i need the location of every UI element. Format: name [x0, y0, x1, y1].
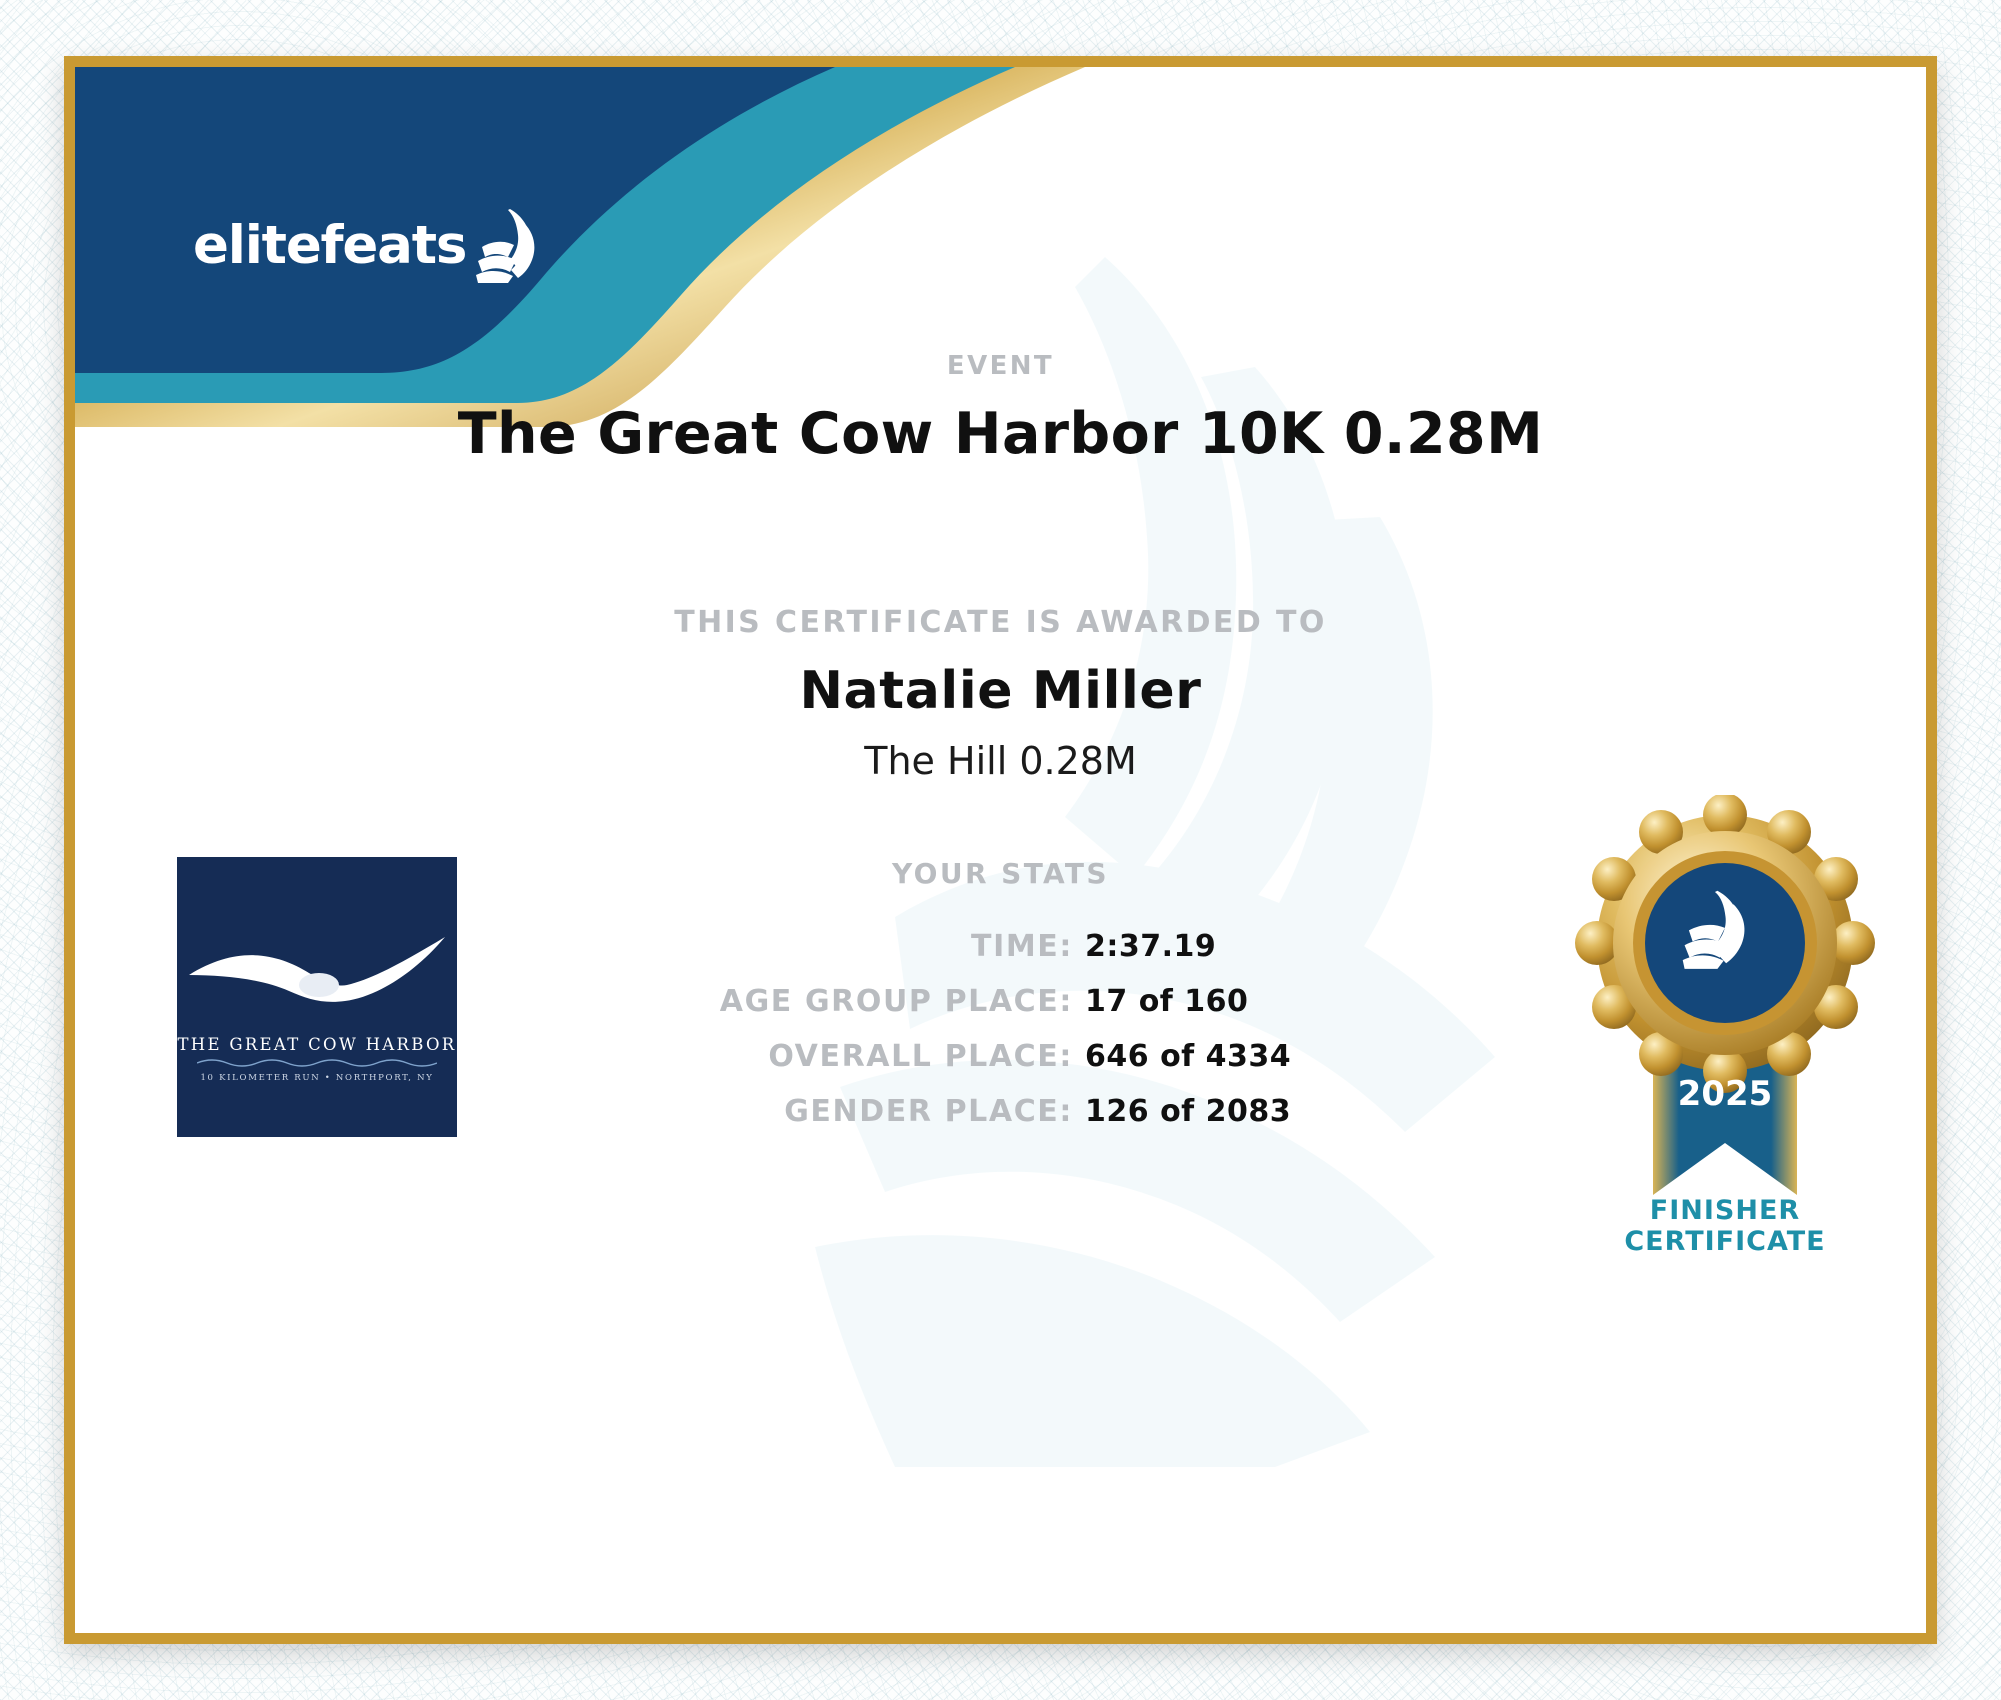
race-logo	[177, 857, 457, 1137]
stat-value-gender-place: 126 of 2083	[1085, 1094, 1292, 1129]
race-logo-subtitle: 10 KILOMETER RUN • NORTHPORT, NY	[200, 1073, 434, 1083]
certificate-body	[75, 67, 1926, 1633]
finisher-caption	[1575, 1195, 1875, 1257]
wave-divider-icon	[197, 1057, 437, 1069]
stat-row-age-group-place	[505, 984, 1315, 1019]
winged-foot-icon	[472, 207, 538, 283]
awarded-to-label: THIS CERTIFICATE IS AWARDED TO	[674, 605, 1327, 640]
gold-border-frame	[64, 56, 1937, 1644]
stat-row-time	[505, 929, 1315, 964]
stat-row-gender-place	[505, 1094, 1315, 1129]
seagull-icon	[177, 857, 457, 1037]
stat-value-age-group-place: 17 of 160	[1085, 984, 1249, 1019]
recipient-name: Natalie Miller	[799, 661, 1202, 721]
recipient-subtitle: The Hill 0.28M	[864, 739, 1137, 783]
stat-row-overall-place	[505, 1039, 1315, 1074]
elitefeats-logo	[193, 207, 538, 283]
stat-label-age-group-place: AGE GROUP PLACE:	[719, 984, 1073, 1019]
stat-value-overall-place: 646 of 4334	[1085, 1039, 1292, 1074]
event-label: EVENT	[946, 351, 1055, 381]
finisher-caption-line2: CERTIFICATE	[1624, 1226, 1826, 1258]
your-stats-label: YOUR STATS	[892, 857, 1109, 890]
race-logo-title: THE GREAT COW HARBOR	[177, 1035, 457, 1054]
finisher-medal-icon	[1575, 795, 1875, 1195]
stat-label-overall-place: OVERALL PLACE:	[768, 1039, 1073, 1074]
certificate-content	[75, 67, 1926, 1633]
finisher-caption-line1: FINISHER	[1649, 1195, 1801, 1226]
stats-list	[505, 929, 1315, 1149]
medal-year: 2025	[1677, 1074, 1773, 1114]
stat-label-gender-place: GENDER PLACE:	[784, 1094, 1073, 1129]
stat-label-time: TIME:	[971, 929, 1073, 964]
stat-value-time: 2:37.19	[1085, 929, 1217, 964]
brand-name: elitefeats	[193, 214, 467, 276]
event-name: The Great Cow Harbor 10K 0.28M	[457, 401, 1544, 467]
